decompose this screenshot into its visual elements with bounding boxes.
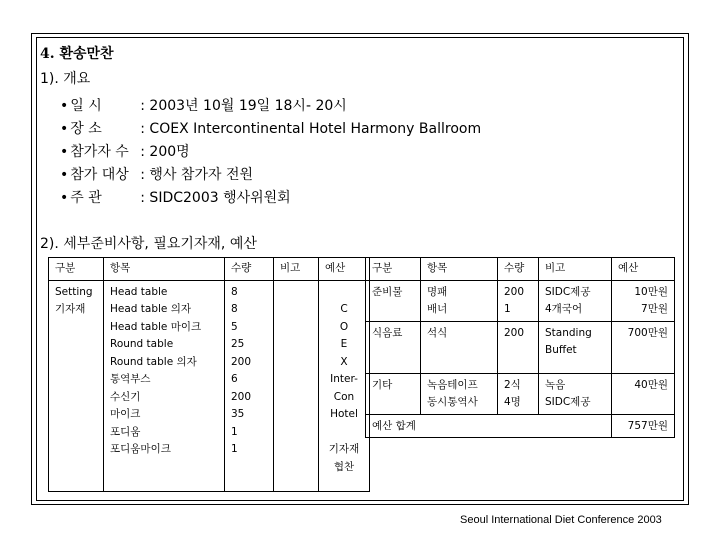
overview-row-date: • 일 시 : 2003년 10월 19일 18시- 20시 [60,98,347,114]
header-cell: 예산 [612,258,675,281]
table-row: 식음료 석식 200 Standing Buffet 700만원 [366,321,675,373]
overview-row-organizer: • 주 관 : SIDC2003 행사위원회 [60,190,291,206]
total-label: 예산 합계 [366,414,612,438]
header-cell: 비고 [539,258,612,281]
items-cell: Head table Head table 의자 Head table 마이크 Round table Round table 의자 통역부스 수신기 마이크 포디움 포디움마이크 [104,280,225,491]
header-cell: 항목 [104,258,225,281]
overview-row-target: • 참가 대상 : 행사 참가자 전원 [60,167,254,183]
bullet-icon: • [60,167,69,183]
total-value: 757만원 [612,414,675,438]
budget-cell: C O E X Inter- Con Hotel 기자재 협찬 [319,280,370,491]
header-cell: 수량 [225,258,274,281]
header-cell: 구분 [49,258,104,281]
header-cell: 수량 [498,258,539,281]
budget-table [365,257,675,438]
category-cell: Setting 기자재 [49,280,104,491]
bullet-icon: • [60,190,69,206]
table-header-row [49,258,370,281]
bullet-icon: • [60,121,69,137]
header-cell: 비고 [274,258,319,281]
page-title: 4. 환송만찬 [40,46,114,62]
overview-row-attendees: • 참가자 수 : 200명 [60,144,190,160]
table-header-row [366,258,675,281]
header-cell: 항목 [421,258,498,281]
header-cell: 예산 [319,258,370,281]
table-total-row [366,414,675,438]
header-cell: 구분 [366,258,421,281]
footer-text: Seoul International Diet Conference 2003 [460,514,662,526]
table-row [49,280,370,491]
table-row: 기타 녹음테이프 동시통역사 2식 4명 녹음 SIDC제공 40만원 [366,373,675,414]
section1-heading: 1). 개요 [40,71,91,87]
bullet-icon: • [60,98,69,114]
bullet-icon: • [60,144,69,160]
equipment-table [48,257,370,492]
table-row: 준비물 명패 배너 200 1 SIDC제공 4개국어 10만원 7만원 [366,280,675,321]
quantity-cell: 8 8 5 25 200 6 200 35 1 1 [225,280,274,491]
note-cell [274,280,319,491]
overview-row-place: • 장 소 : COEX Intercontinental Hotel Harmony Ballroom [60,121,482,137]
section2-heading: 2). 세부준비사항, 필요기자재, 예산 [40,236,257,252]
